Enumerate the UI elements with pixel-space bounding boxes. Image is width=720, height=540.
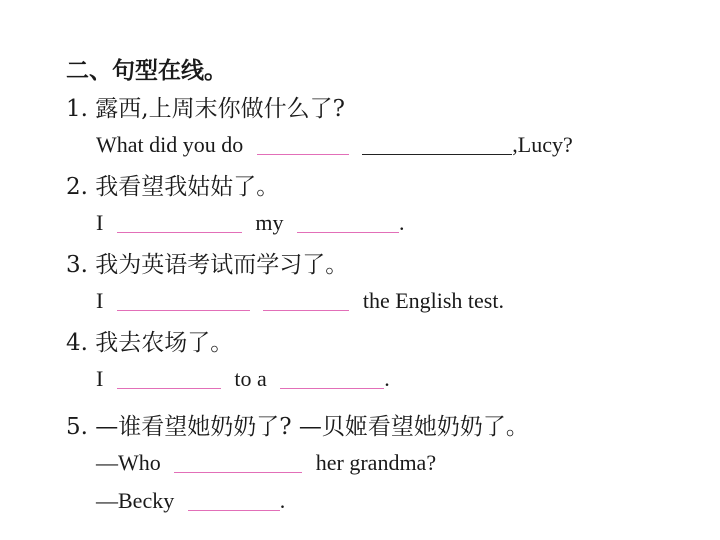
q3-blank-1[interactable]	[117, 286, 250, 308]
q5-text-3: —Becky	[96, 488, 175, 513]
q5-blank-1[interactable]	[174, 448, 302, 470]
q5-text-1: —Who	[96, 450, 161, 475]
question-4-prompt: 4. 我去农场了。	[66, 330, 234, 356]
q3-text-2: the English test.	[362, 288, 504, 313]
question-5-answer-b	[96, 486, 285, 514]
q5-text-2: her grandma?	[315, 450, 437, 475]
question-2-answer	[96, 208, 404, 236]
q2-blank-2[interactable]	[297, 208, 399, 230]
q2-text-2: my	[255, 210, 284, 235]
q5-blank-2[interactable]	[188, 486, 280, 508]
q1-blank-1[interactable]	[257, 130, 349, 152]
section-title: 二、句型在线。	[66, 58, 227, 84]
q4-blank-1[interactable]	[117, 364, 221, 386]
q3-blank-2[interactable]	[263, 286, 349, 308]
question-1-prompt: 1. 露西,上周末你做什么了?	[66, 96, 345, 122]
q4-text-1: I	[96, 366, 104, 391]
q5-text-4: .	[279, 488, 286, 513]
q4-blank-2[interactable]	[280, 364, 384, 386]
q4-text-3: .	[384, 366, 390, 391]
question-2-prompt: 2. 我看望我姑姑了。	[66, 174, 280, 200]
q2-text-1: I	[96, 210, 104, 235]
question-4-answer	[96, 364, 390, 392]
q1-blank-2[interactable]	[362, 130, 512, 152]
question-3-prompt: 3. 我为英语考试而学习了。	[66, 252, 349, 278]
question-3-answer	[96, 286, 504, 314]
question-1-answer	[96, 130, 573, 158]
question-5-prompt: 5. —谁看望她奶奶了? —贝姬看望她奶奶了。	[66, 414, 529, 440]
q2-text-3: .	[398, 210, 405, 235]
q4-text-2: to a	[234, 366, 267, 391]
q2-blank-1[interactable]	[117, 208, 242, 230]
q3-text-1: I	[96, 288, 104, 313]
q1-text-2: ,Lucy?	[512, 132, 573, 157]
q1-text-1: What did you do	[96, 132, 244, 157]
question-5-answer-a	[96, 448, 436, 476]
